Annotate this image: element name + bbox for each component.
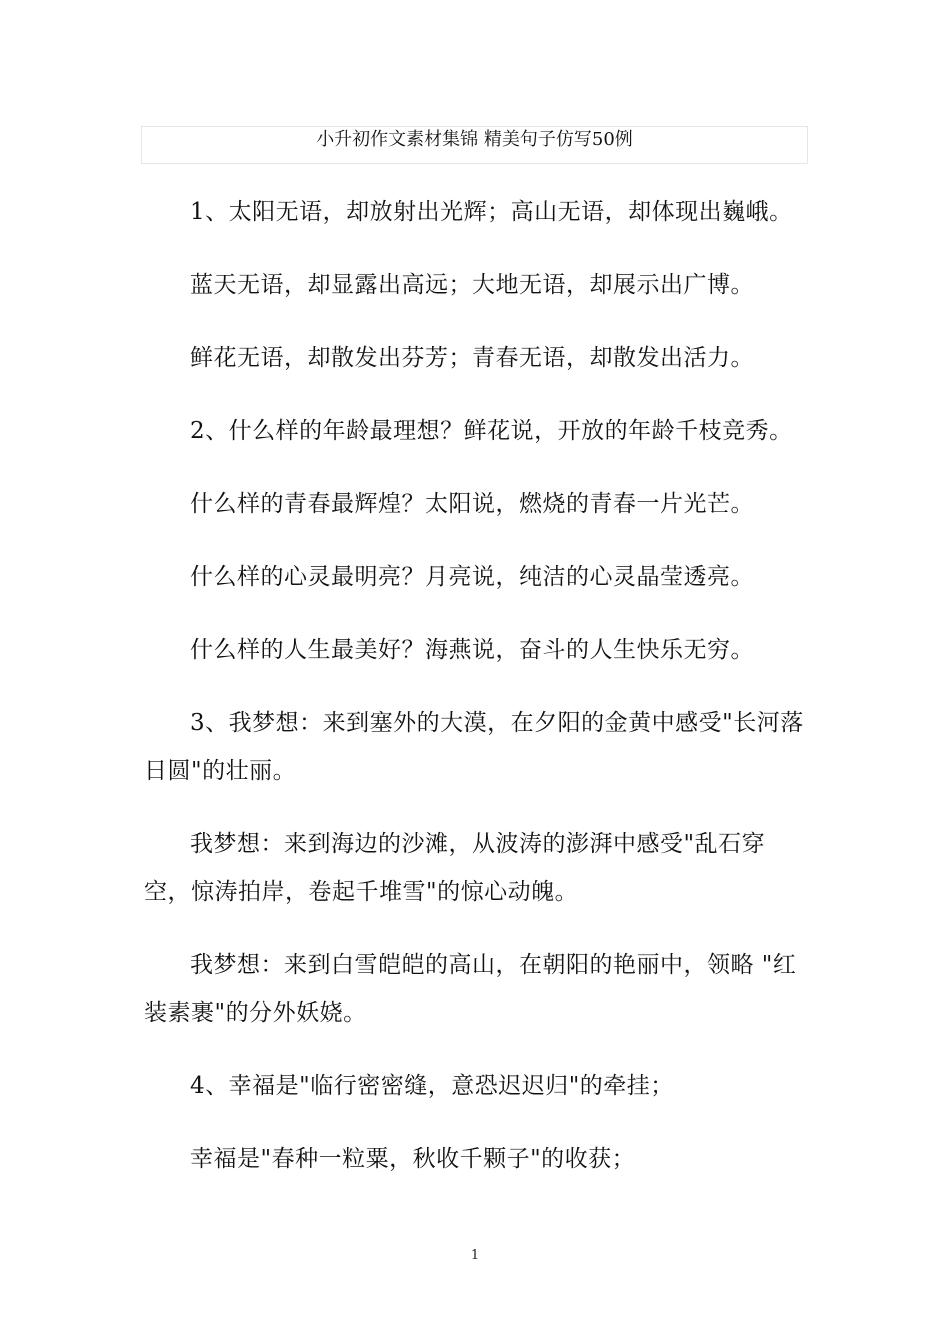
paragraph: 1、太阳无语，却放射出光辉；高山无语，却体现出巍峨。 [190, 199, 793, 225]
paragraph: 3、我梦想：来到塞外的大漠，在夕阳的金黄中感受"长河落日圆"的壮丽。 [144, 710, 804, 784]
page-number: 1 [470, 1248, 480, 1263]
document-title: 小升初作文素材集锦 精美句子仿写50例 [141, 126, 808, 164]
paragraph: 幸福是"春种一粒粟，秋收千颗子"的收获； [190, 1146, 636, 1172]
paragraph: 什么样的青春最辉煌？太阳说，燃烧的青春一片光芒。 [190, 491, 754, 517]
paragraph: 鲜花无语，却散发出芬芳；青春无语，却散发出活力。 [190, 345, 754, 371]
paragraph: 什么样的人生最美好？海燕说，奋斗的人生快乐无穷。 [190, 637, 754, 663]
paragraph: 蓝天无语，却显露出高远；大地无语，却展示出广博。 [190, 272, 754, 298]
paragraph: 我梦想：来到海边的沙滩，从波涛的澎湃中感受"乱石穿空，惊涛拍岸，卷起千堆雪"的惊心动魄。 [144, 831, 766, 905]
paragraph: 我梦想：来到白雪皑皑的高山，在朝阳的艳丽中，领略 "红装素裹"的分外妖娆。 [144, 952, 797, 1026]
paragraph: 2、什么样的年龄最理想？鲜花说，开放的年龄千枝竞秀。 [190, 418, 793, 444]
paragraph: 什么样的心灵最明亮？月亮说，纯洁的心灵晶莹透亮。 [190, 564, 754, 590]
document-body [144, 188, 808, 1183]
paragraph: 4、幸福是"临行密密缝，意恐迟迟归"的牵挂； [190, 1073, 674, 1099]
